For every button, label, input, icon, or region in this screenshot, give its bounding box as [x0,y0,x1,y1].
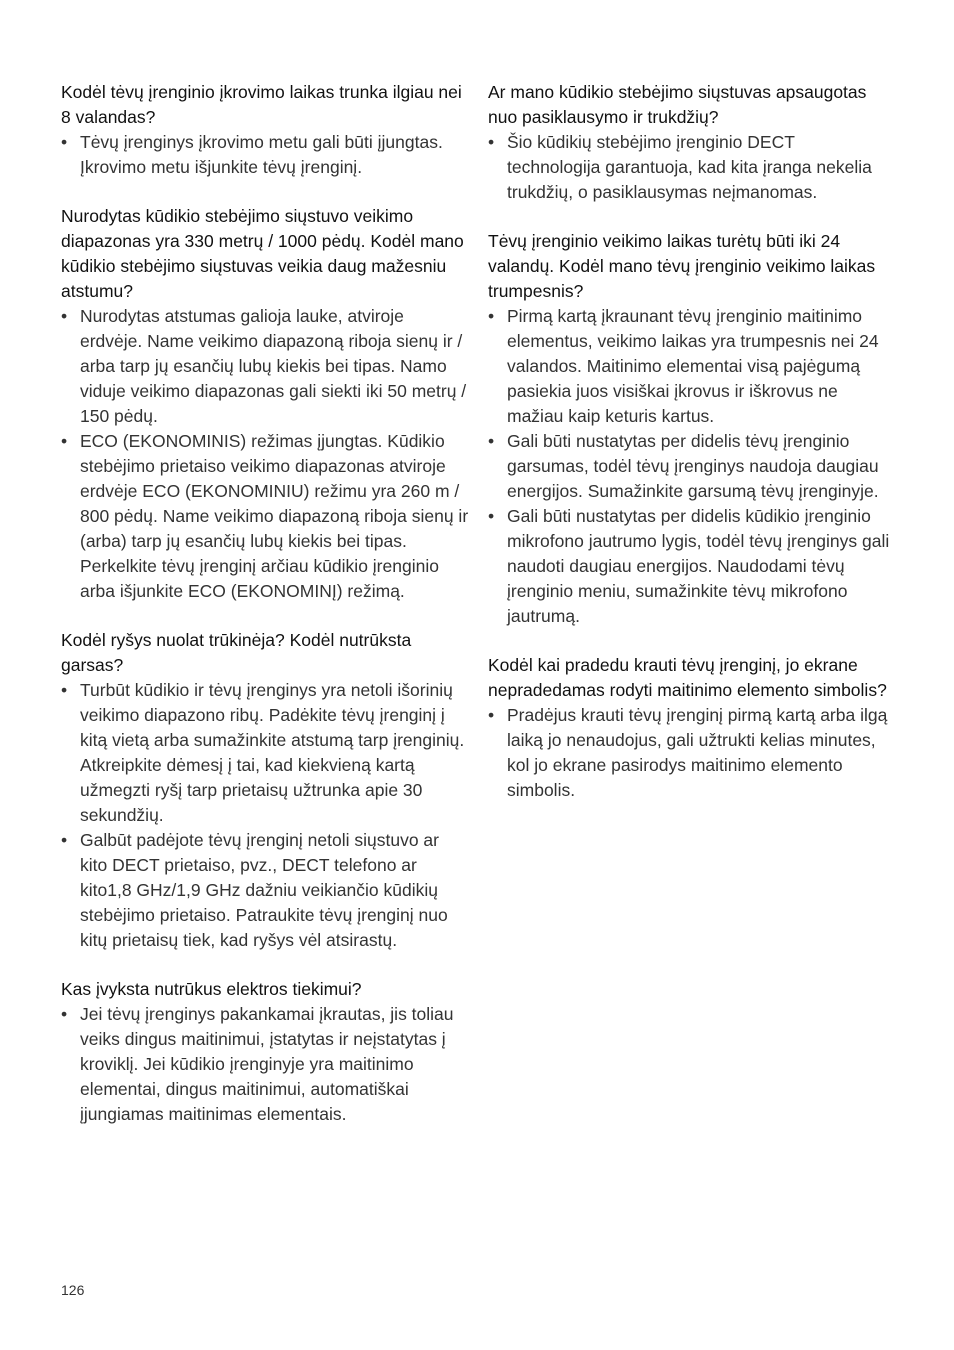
faq-item [61,80,469,180]
faq-item [61,628,469,953]
faq-answer: • Tėvų įrenginys įkrovimo metu gali būti įjungtas. Įkrovimo metu išjunkite tėvų įrenginį. [61,130,469,180]
faq-item [488,80,892,205]
faq-question: Tėvų įrenginio veikimo laikas turėtų būti iki 24 valandų. Kodėl mano tėvų įrenginio veikimo laikas trumpesnis? [488,231,876,301]
faq-answer: • Nurodytas atstumas galioja lauke, atviroje erdvėje. Name veikimo diapazoną riboja sienų ir / arba tarp jų esančių lubų kiekis bei tipas. Namo viduje veikimo diapazonas gali siekti iki 50 metrų / 150 pėdų. [61,304,469,429]
faq-answer: • Pirmą kartą įkraunant tėvų įrenginio maitinimo elementus, veikimo laikas yra trumpesnis nei 24 valandos. Maitinimo elementai visą pajėgumą pasiekia juos visiškai įkrovus ir iškrovus ne mažiau kaip keturis kartus. [488,304,892,429]
left-column [61,80,469,1151]
faq-answers [488,703,892,803]
faq-answers [61,678,469,953]
faq-answer: • Galbūt padėjote tėvų įrenginį netoli siųstuvo ar kito DECT prietaiso, pvz., DECT telefono ar kito1,8 GHz/1,9 GHz dažniu veikiančio kūdikių stebėjimo prietaiso. Patraukite tėvų įrenginį nuo kitų prietaisų tiek, kad ryšys vėl atsirastų. [61,828,469,953]
faq-item [488,653,892,803]
faq-answers [61,304,469,604]
right-column [488,80,892,827]
faq-item [61,977,469,1127]
faq-question: Kodėl kai pradedu krauti tėvų įrenginį, jo ekrane nepradedamas rodyti maitinimo elemento simbolis? [488,655,887,700]
faq-answer: • ECO (EKONOMINIS) režimas įjungtas. Kūdikio stebėjimo prietaiso veikimo diapazonas atviroje erdvėje ECO (EKONOMINIU) režimu yra 260 m / 800 pėdų. Name veikimo diapazoną riboja sienų ir (arba) tarp jų esančių lubų kiekis bei tipas. Perkelkite tėvų įrenginį arčiau kūdikio įrenginio arba išjunkite ECO (EKONOMINĮ) režimą. [61,429,469,604]
faq-answer: • Gali būti nustatytas per didelis tėvų įrenginio garsumas, todėl tėvų įrenginys naudoja daugiau energijos. Sumažinkite garsumą tėvų įrenginyje. [488,429,892,504]
page-number: 126 [61,1282,85,1298]
faq-answer: • Šio kūdikių stebėjimo įrenginio DECT technologija garantuoja, kad kita įranga nekelia trukdžių, o pasiklausymas neįmanomas. [488,130,892,205]
faq-answers [488,304,892,629]
faq-question: Kodėl tėvų įrenginio įkrovimo laikas trunka ilgiau nei 8 valandas? [61,82,462,127]
faq-question: Nurodytas kūdikio stebėjimo siųstuvo veikimo diapazonas yra 330 metrų / 1000 pėdų. Kodėl mano kūdikio stebėjimo siųstuvas veikia daug mažesniu atstumu? [61,206,464,301]
faq-question: Ar mano kūdikio stebėjimo siųstuvas apsaugotas nuo pasiklausymo ir trukdžių? [488,82,867,127]
faq-item [61,204,469,604]
faq-answer: • Jei tėvų įrenginys pakankamai įkrautas, jis toliau veiks dingus maitinimui, įstatytas ir neįstatytas į kroviklį. Jei kūdikio įrenginyje yra maitinimo elementai, dingus maitinimui, automatiškai įjungiamas maitinimas elementais. [61,1002,469,1127]
faq-question: Kodėl ryšys nuolat trūkinėja? Kodėl nutrūksta garsas? [61,630,412,675]
faq-answers [488,130,892,205]
faq-answers [61,130,469,180]
faq-answer: • Turbūt kūdikio ir tėvų įrenginys yra netoli išorinių veikimo diapazono ribų. Padėkite tėvų įrenginį į kitą vietą arba sumažinkite atstumą tarp įrenginių. Atkreipkite dėmesį į tai, kad kiekvieną kartą užmegzti ryšį tarp prietaisų užtrunka apie 30 sekundžių. [61,678,469,828]
faq-answers [61,1002,469,1127]
faq-question: Kas įvyksta nutrūkus elektros tiekimui? [61,979,362,999]
faq-answer: • Pradėjus krauti tėvų įrenginį pirmą kartą arba ilgą laiką jo nenaudojus, gali užtrukti kelias minutes, kol jo ekrane pasirodys maitinimo elemento simbolis. [488,703,892,803]
faq-item [488,229,892,629]
faq-answer: • Gali būti nustatytas per didelis kūdikio įrenginio mikrofono jautrumo lygis, todėl tėvų įrenginys gali naudoti daugiau energijos. Naudodami tėvų įrenginio meniu, sumažinkite tėvų mikrofono jautrumą. [488,504,892,629]
